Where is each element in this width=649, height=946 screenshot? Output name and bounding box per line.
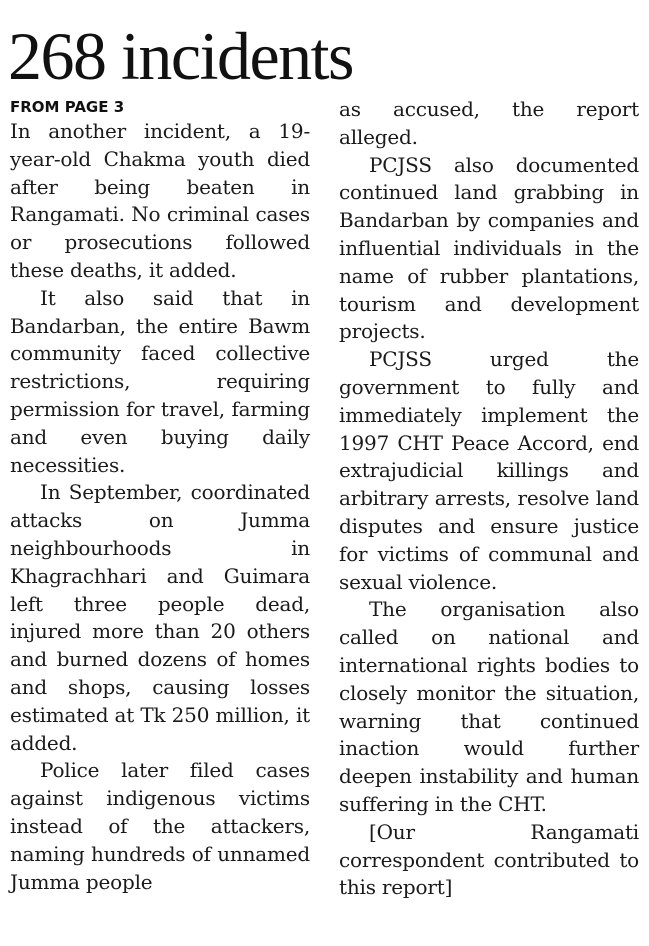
article-paragraph: Police later filed cases against indigenous victims instead of the attackers, naming hundreds of unnamed Jumma people <box>10 758 310 894</box>
article-paragraph: PCJSS also documented continued land grabbing in Bandarban by companies and influential individuals in the name of rubber plantations, tourism and development projects. <box>339 152 639 344</box>
headline: 268 incidents <box>8 18 354 94</box>
article-paragraph: The organisation also called on national and international rights bodies to closely monitor the situation, warning that continued inaction would further deepen instability and human suffering in the CHT. <box>339 597 639 816</box>
article-paragraph-continued: as accused, the report alleged. <box>339 97 639 149</box>
article-paragraph: PCJSS urged the government to fully and immediately implement the 1997 CHT Peace Accord, end extrajudicial killings and arbitrary arrests, resolve land disputes and ensure justice for victims of communal and sexual violence. <box>339 347 639 594</box>
article-paragraph: It also said that in Bandarban, the entire Bawm community faced collective restrictions, requiring permission for travel, farming and even buying daily necessities. <box>10 285 310 477</box>
correspondent-credit: [Our Rangamati correspondent contributed to this report] <box>339 819 639 900</box>
article-paragraph: In September, coordinated attacks on Jumma neighbourhoods in Khagrachhari and Guimara left three people dead, injured more than 20 others and burned dozens of homes and shops, causing losses estimated at Tk 250 million, it added. <box>10 480 310 755</box>
article-column-left <box>10 96 310 896</box>
jump-kicker: FROM PAGE 3 <box>10 98 125 116</box>
article-column-right <box>339 96 639 902</box>
article-paragraph: In another incident, a 19-year-old Chakma youth died after being beaten in Rangamati. No criminal cases or prosecutions followed these deaths, it added. <box>10 119 310 282</box>
